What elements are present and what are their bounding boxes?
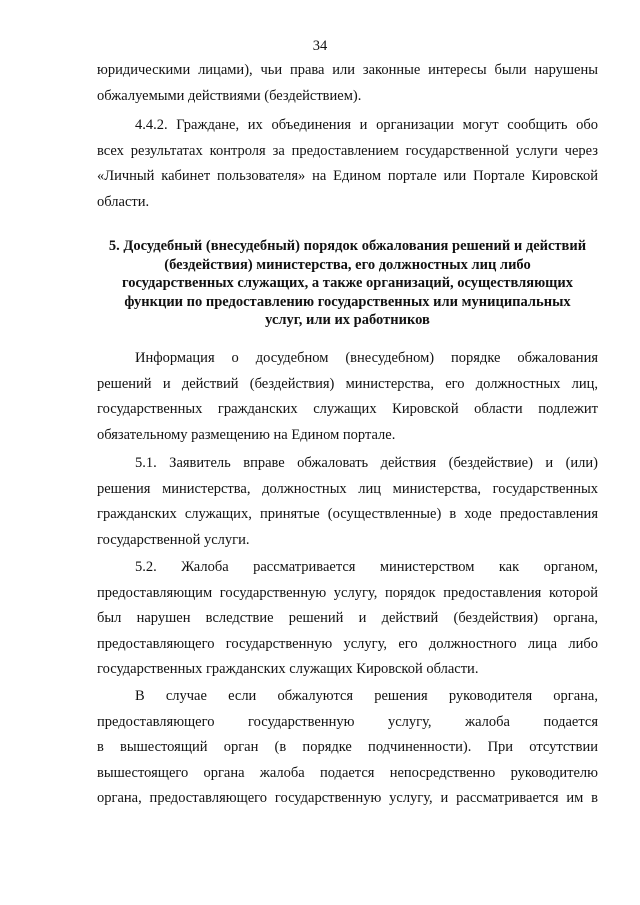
- paragraph-5-2: [97, 555, 598, 683]
- paragraph-continuation: [97, 58, 598, 109]
- paragraph-superior-body: [97, 684, 598, 812]
- text-line: 5.1. Заявитель вправе обжаловать действия (бездействие) и (или): [135, 455, 598, 471]
- paragraph-info: [97, 346, 598, 448]
- text-line: 4.4.2. Граждане, их объединения и организации могут сообщить обо: [135, 117, 598, 133]
- heading-line: услуг, или их работников: [265, 312, 430, 328]
- text-line: 5.2. Жалоба рассматривается министерством как органом,: [135, 559, 598, 575]
- text-line: органа, предоставляющего государственную услугу, и рассматривается им в: [97, 790, 598, 806]
- heading-line: функции по предоставлению государственных или муниципальных: [124, 293, 571, 310]
- text-line: предоставляющего государственную услугу, жалоба подается: [97, 713, 598, 730]
- text-line: государственных гражданских служащих Кировской области подлежит: [97, 401, 598, 417]
- text-line: был нарушен вследствие решений и действий (бездействия) органа,: [97, 610, 598, 626]
- text-line: обжалуемыми действиями (бездействием).: [97, 87, 362, 104]
- page-number: 34: [312, 38, 328, 54]
- paragraph-4-4-2: [97, 113, 598, 215]
- text-line: решения министерства, должностных лиц министерства, государственных: [97, 480, 598, 497]
- text-line: «Личный кабинет пользователя» на Едином портале или Портале Кировской: [97, 168, 598, 184]
- heading-line: (бездействия) министерства, его должностных лиц либо: [164, 256, 531, 273]
- text-line: обязательному размещению на Едином портале.: [97, 426, 396, 443]
- text-line: гражданских служащих, принятые (осуществленные) в ходе предоставления: [97, 506, 598, 522]
- text-line: юридическими лицами), чьи права или законные интересы были нарушены: [97, 62, 598, 78]
- text-line: Информация о досудебном (внесудебном) порядке обжалования: [135, 350, 598, 366]
- text-line: решений и действий (бездействия) министерства, его должностных лиц,: [97, 375, 598, 392]
- text-line: предоставляющим государственную услугу, порядок предоставления которой: [97, 584, 598, 601]
- text-line: в вышестоящий орган (в порядке подчиненности). При отсутствии: [97, 739, 598, 755]
- text-line: всех результатах контроля за предоставлением государственной услуги через: [97, 142, 598, 159]
- heading-line: государственных служащих, а также организаций, осуществляющих: [121, 275, 574, 291]
- text-line: предоставляющего государственную услугу, его должностного лица либо: [97, 635, 598, 652]
- section-heading: [97, 237, 598, 330]
- text-line: области.: [97, 193, 150, 210]
- text-line: вышестоящего органа жалоба подается непосредственно руководителю: [97, 764, 598, 781]
- paragraph-5-1: [97, 451, 598, 553]
- text-line: государственной услуги.: [97, 531, 250, 548]
- text-line: государственных гражданских служащих Кировской области.: [97, 661, 479, 677]
- heading-line: 5. Досудебный (внесудебный) порядок обжалования решений и действий: [108, 238, 587, 254]
- text-line: В случае если обжалуются решения руководителя органа,: [135, 688, 598, 704]
